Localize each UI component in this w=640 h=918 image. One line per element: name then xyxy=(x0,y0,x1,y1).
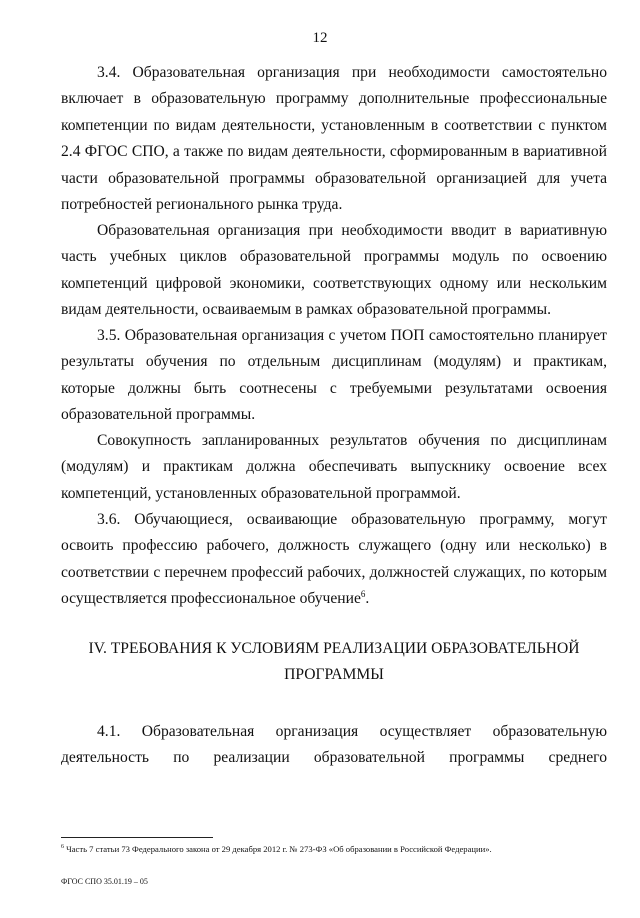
paragraph-3-6-end: . xyxy=(365,590,370,608)
document-code: ФГОС СПО 35.01.19 – 05 xyxy=(61,877,148,886)
footnote-text: Часть 7 статьи 73 Федерального закона от 29 декабря 2012 г. № 273-ФЗ «Об образовании в Российской Федерации». xyxy=(64,844,492,854)
paragraph-3-6-text: 3.6. Обучающиеся, осваивающие образовательную программу, могут освоить профессию рабочего, должность служащего (одну или несколько) в соответствии с перечнем профессий рабочих, должностей служащих, по которым осуществляется профессиональное обучение xyxy=(61,511,607,608)
footnote-marker: 6 xyxy=(61,844,64,851)
section-heading-line-1: IV. ТРЕБОВАНИЯ К УСЛОВИЯМ РЕАЛИЗАЦИИ ОБРАЗОВАТЕЛЬНОЙ xyxy=(88,640,580,657)
paragraph-3-6 xyxy=(61,507,607,613)
paragraph-digital-economy-module: Образовательная организация при необходимости вводит в вариативную часть учебных циклов образовательной программы модуль по освоению компетенций цифровой экономики, соответствующих одному или нескольким видам деятельности, осваиваемым в рамках образовательной программы. xyxy=(61,222,607,319)
section-heading-line-2: ПРОГРАММЫ xyxy=(284,666,384,684)
section-heading xyxy=(61,636,607,689)
footnote-divider xyxy=(61,837,213,838)
paragraph-3-4: 3.4. Образовательная организация при необходимости самостоятельно включает в образовательную программу дополнительные профессиональные компетенции по видам деятельности, установленным в соответствии с пунктом 2.4 ФГОС СПО, а также по видам деятельности, сформированным в вариативной части образовательной программы образовательной организацией для учета потребностей регионального рынка труда. xyxy=(61,64,607,214)
footnote xyxy=(61,843,621,855)
footnote-reference: 6 xyxy=(360,589,366,600)
paragraph-4-1: 4.1. Образовательная организация осуществляет образовательную деятельность по реализации образовательной программы среднего xyxy=(61,723,607,767)
page-number: 12 xyxy=(312,30,328,46)
paragraph-3-5: 3.5. Образовательная организация с учетом ПОП самостоятельно планирует результаты обучения по отдельным дисциплинам (модулям) и практикам, которые должны быть соотнесены с требуемыми результатами освоения образовательной программы. xyxy=(61,327,607,424)
paragraph-learning-outcomes: Совокупность запланированных результатов обучения по дисциплинам (модулям) и практикам должна обеспечивать выпускнику освоение всех компетенций, установленных образовательной программой. xyxy=(61,432,607,502)
